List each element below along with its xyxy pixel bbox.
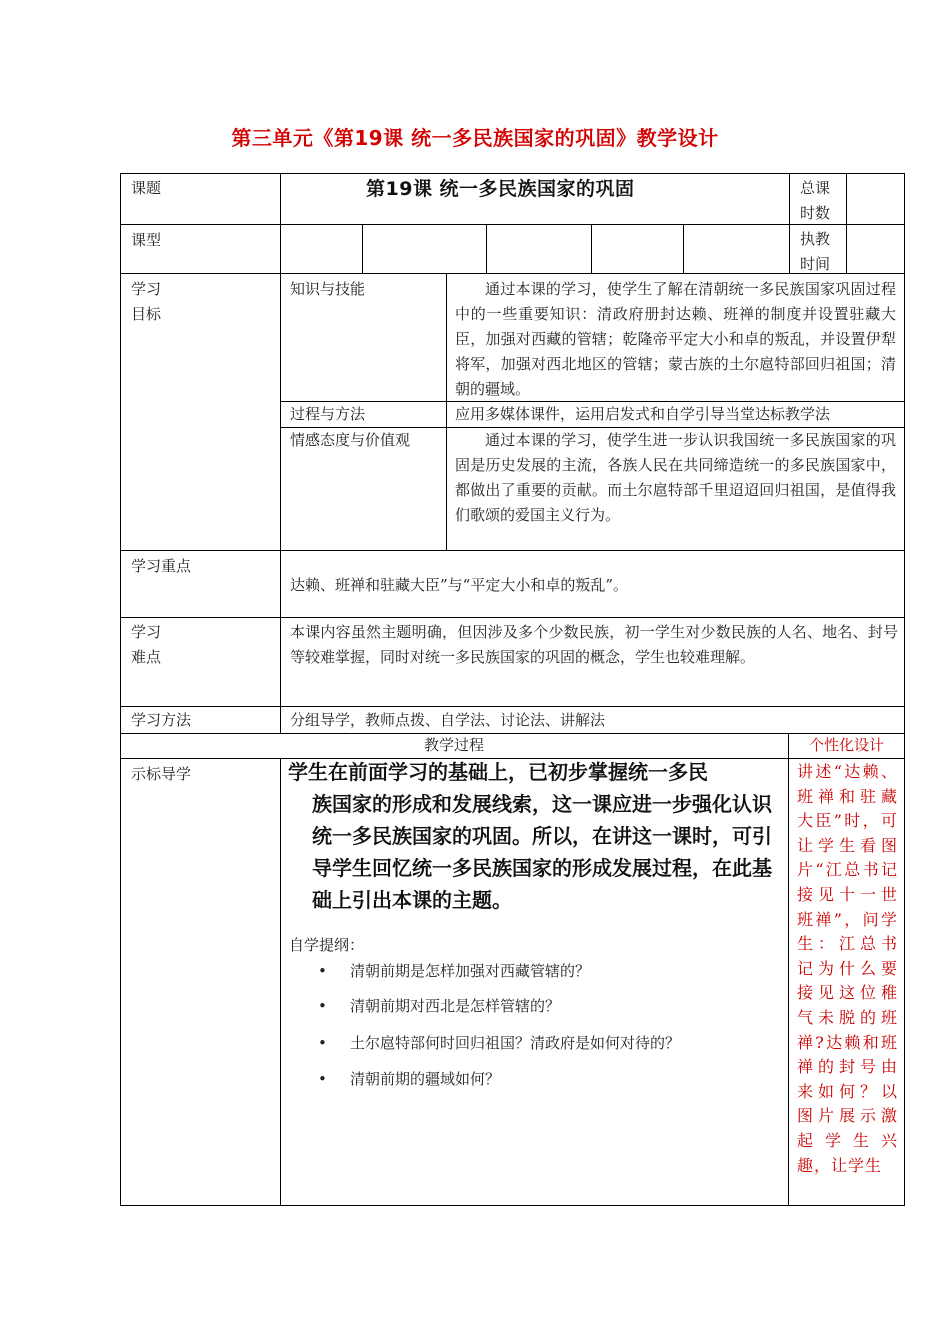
outline-question	[318, 1032, 680, 1053]
objectives-label: 学习目标	[131, 280, 162, 323]
page-title: 第三单元《第19课 统一多民族国家的巩固》教学设计	[231, 126, 719, 150]
bullet-icon: •	[318, 997, 327, 1015]
intro-label: 示标导学	[131, 765, 192, 783]
knowledge-skills-label: 知识与技能	[290, 280, 366, 298]
personalized-design-text: 讲述“达赖、班禅和驻藏大臣”时，可让学生看图片“江总书记接见十一世班禅”，问学生：江总书记为什么要接见这位稚气未脱的班禅?达赖和班禅的封号由来如何？以图片展示激起学生兴趣，让学生	[797, 762, 898, 1175]
key-points-label: 学习重点	[131, 557, 192, 575]
intro-lead-first-line: 学生在前面学习的基础上，已初步掌握统一多民	[288, 760, 708, 784]
lesson-title: 第19课 统一多民族国家的巩固	[366, 178, 635, 200]
emotion-values-label: 情感态度与价值观	[290, 431, 411, 449]
difficulties-label: 学习难点	[131, 623, 162, 666]
emotion-values-text: 通过本课的学习，使学生进一步认识我国统一多民族国家的巩固是历史发展的主流，各族人民在共同缔造统一的多民族国家中，都做出了重要的贡献。而土尔扈特部千里迢迢回归祖国，是值得我们歌颂的爱国主义行为。	[455, 431, 896, 524]
outline-question-text: 土尔扈特部何时回归祖国？清政府是如何对待的？	[350, 1034, 681, 1052]
outline-question-text: 清朝前期对西北是怎样管辖的？	[350, 997, 561, 1015]
process-method-text: 应用多媒体课件，运用启发式和自学引导当堂达标教学法	[455, 405, 831, 423]
intro-lead-rest: 族国家的形成和发展线索，这一课应进一步强化认识统一多民族国家的巩固。所以，在讲这一课时，可引导学生回忆统一多民族国家的形成发展过程，在此基础上引出本课的主题。	[312, 792, 772, 912]
intro-lead-paragraph	[288, 756, 780, 916]
outline-label: 自学提纲：	[289, 936, 365, 954]
difficulties-text: 本课内容虽然主题明确，但因涉及多个少数民族，初一学生对少数民族的人名、地名、封号等较难掌握，同时对统一多民族国家的巩固的概念，学生也较难理解。	[290, 623, 898, 666]
bullet-icon: •	[318, 1070, 327, 1088]
outline-question	[318, 960, 590, 981]
methods-text: 分组导学，教师点拨、自学法、讨论法、讲解法	[290, 711, 606, 729]
key-points-text: 达赖、班禅和驻藏大臣”与“平定大小和卓的叛乱”。	[290, 576, 629, 594]
bullet-icon: •	[318, 1034, 327, 1052]
total-hours-label: 总课时数	[800, 179, 831, 222]
bullet-icon: •	[318, 962, 327, 980]
teaching-time-label: 执教时间	[800, 230, 831, 273]
lesson-type-label: 课型	[131, 231, 162, 249]
outline-question	[318, 995, 560, 1016]
outline-question	[318, 1068, 500, 1089]
knowledge-skills-text: 通过本课的学习，使学生了解在清朝统一多民族国家巩固过程中的一些重要知识：清政府册封达赖、班禅的制度并设置驻藏大臣，加强对西藏的管辖；乾隆帝平定大小和卓的叛乱，并设置伊犁将军，加强对西北地区的管辖；蒙古族的土尔扈特部回归祖国；清朝的疆域。	[455, 280, 896, 398]
topic-label: 课题	[131, 179, 162, 197]
outline-question-text: 清朝前期是怎样加强对西藏管辖的？	[350, 962, 591, 980]
methods-label: 学习方法	[131, 711, 192, 729]
outline-question-text: 清朝前期的疆域如何？	[350, 1070, 501, 1088]
process-method-label: 过程与方法	[290, 405, 366, 423]
teaching-process-header: 教学过程	[423, 736, 484, 754]
personalized-design-header: 个性化设计	[808, 736, 884, 754]
